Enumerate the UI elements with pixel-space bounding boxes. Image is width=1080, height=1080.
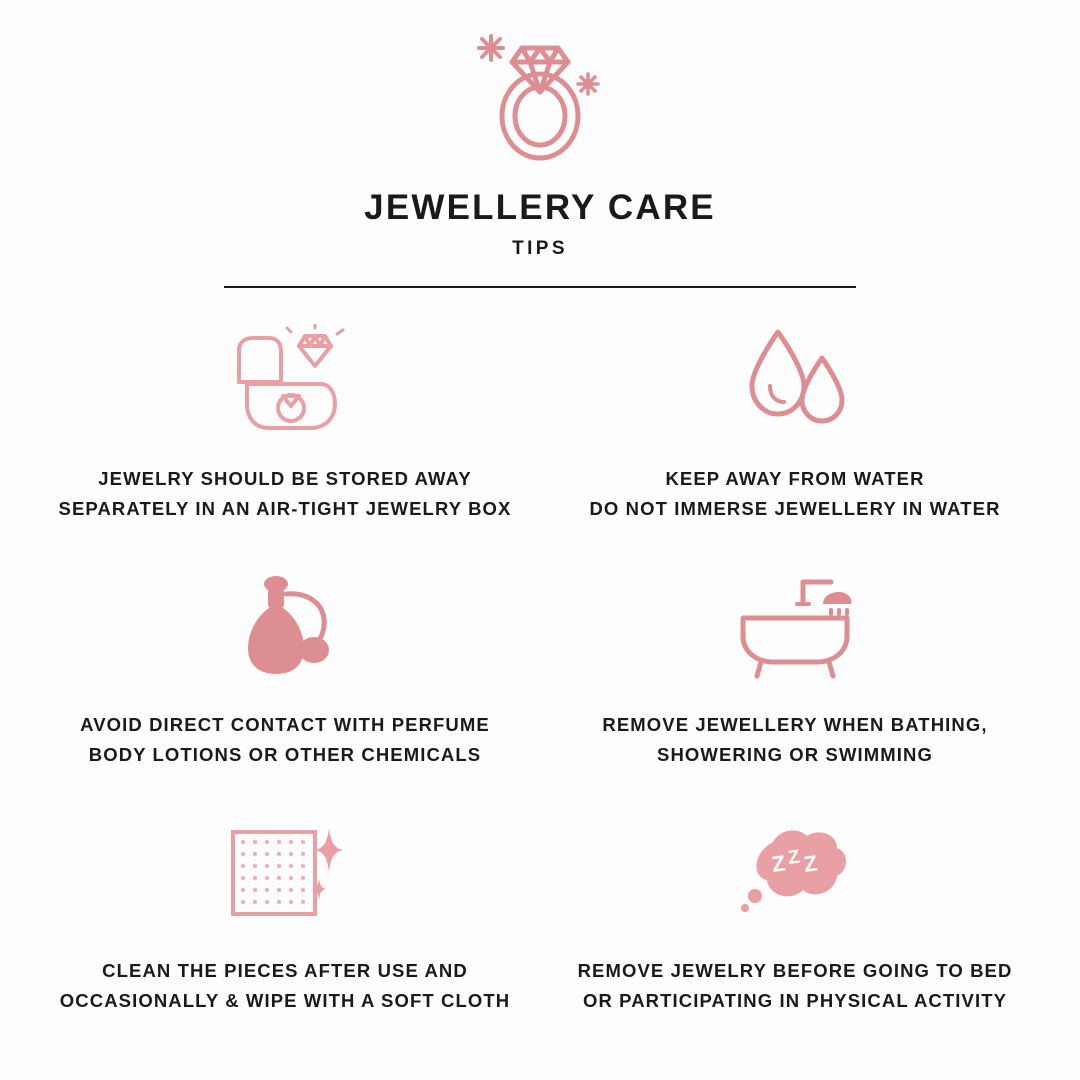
divider: [224, 286, 856, 288]
tip-icon-wrapper: [740, 324, 850, 442]
bathtub-shower-icon: [735, 574, 855, 684]
tip-text-line1: JEWELRY SHOULD BE STORED AWAY: [98, 468, 472, 489]
tip-text-line1: CLEAN THE PIECES AFTER USE AND: [102, 960, 468, 981]
tip-text-line1: AVOID DIRECT CONTACT WITH PERFUME: [80, 714, 490, 735]
tip-text: [602, 710, 987, 770]
page-subtitle: TIPS: [512, 238, 568, 259]
tip-text: [589, 464, 1000, 524]
tip-text: [59, 464, 512, 524]
tip-icon-wrapper: [735, 816, 855, 934]
page-title: JEWELLERY CARE: [364, 188, 716, 227]
tip-text: [80, 710, 490, 770]
diamond-ring-icon: [460, 14, 620, 174]
tips-grid: [35, 324, 1045, 1062]
tip-text: [578, 956, 1013, 1016]
tip-item: [35, 570, 535, 816]
tip-icon-wrapper: [230, 570, 340, 688]
tip-text-line1: KEEP AWAY FROM WATER: [665, 468, 925, 489]
tip-item: [545, 816, 1045, 1062]
tip-icon-wrapper: [225, 324, 345, 442]
tip-icon-wrapper: [735, 570, 855, 688]
tip-text-line2: OR PARTICIPATING IN PHYSICAL ACTIVITY: [582, 990, 1008, 1011]
tip-text-line1: REMOVE JEWELLERY WHEN BATHING,: [602, 714, 988, 735]
svg-text:Z: Z: [770, 850, 788, 877]
tip-text-line2: SEPARATELY IN AN AIR-TIGHT JEWELRY BOX: [58, 498, 512, 519]
header: [0, 0, 1080, 288]
tip-text-line2: OCCASIONALLY & WIPE WITH A SOFT CLOTH: [59, 990, 511, 1011]
tip-item: [545, 324, 1045, 570]
perfume-bottle-icon: [230, 570, 340, 688]
polishing-cloth-sparkle-icon: [225, 820, 345, 930]
water-droplets-icon: [740, 324, 850, 442]
tip-text-line1: REMOVE JEWELRY BEFORE GOING TO BED: [577, 960, 1013, 981]
tip-item: [35, 816, 535, 1062]
tip-text-line2: SHOWERING OR SWIMMING: [657, 744, 933, 765]
sleep-zzz-cloud-icon: [735, 820, 855, 930]
jewelry-box-with-ring-icon: [225, 324, 345, 442]
tip-icon-wrapper: [225, 816, 345, 934]
tip-text-line2: BODY LOTIONS OR OTHER CHEMICALS: [88, 744, 482, 765]
tip-text-line2: DO NOT IMMERSE JEWELLERY IN WATER: [589, 498, 1001, 519]
svg-text:Z: Z: [802, 850, 820, 877]
tip-text: [60, 956, 510, 1016]
svg-text:Z: Z: [786, 846, 802, 869]
tip-item: [35, 324, 535, 570]
tip-item: [545, 570, 1045, 816]
